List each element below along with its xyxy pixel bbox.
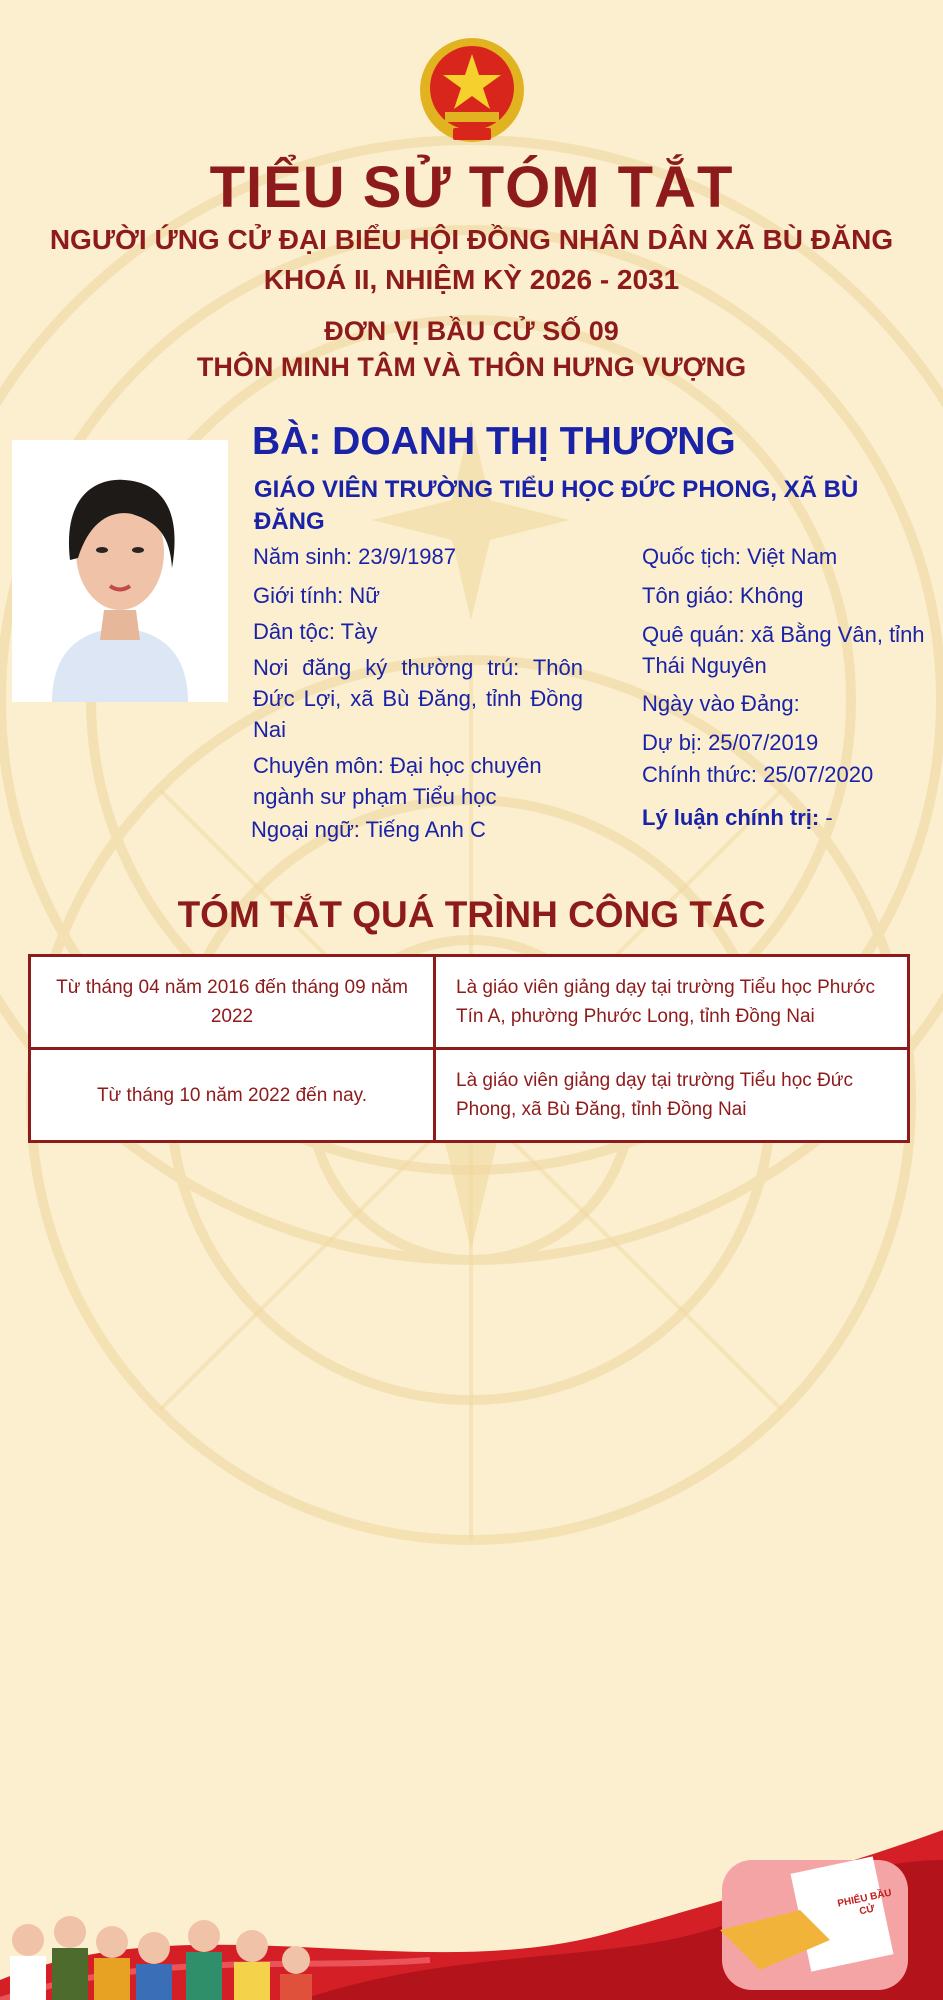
work-description: Là giáo viên giảng dạy tại trường Tiểu học Đức Phong, xã Bù Đăng, tỉnh Đồng Nai xyxy=(435,1049,909,1142)
candidate-position: GIÁO VIÊN TRƯỜNG TIỂU HỌC ĐỨC PHONG, XÃ BÙ ĐĂNG xyxy=(254,476,859,535)
specialty: Chuyên môn: Đại học chuyên ngành sư phạm Tiểu học xyxy=(253,753,542,809)
gender: Giới tính: Nữ xyxy=(253,583,380,608)
birth-date: Năm sinh: 23/9/1987 xyxy=(253,544,457,569)
work-description: Là giáo viên giảng dạy tại trường Tiểu học Phước Tín A, phường Phước Long, tỉnh Đồng Nai xyxy=(435,956,909,1049)
national-emblem-icon xyxy=(415,36,529,150)
table-row xyxy=(30,956,909,1049)
political-theory-label: Lý luận chính trị: xyxy=(642,805,820,830)
party-probation-date: Dự bị: 25/07/2019 xyxy=(642,730,819,755)
ballot-label: PHIẾU BẦU CỬ xyxy=(836,1887,893,1918)
ethnicity: Dân tộc: Tày xyxy=(253,619,378,644)
party-official-date: Chính thức: 25/07/2020 xyxy=(642,762,874,787)
work-period: Từ tháng 10 năm 2022 đến nay. xyxy=(30,1049,435,1142)
ballot-box-icon xyxy=(720,1856,908,1990)
constituency-villages: THÔN MINH TÂM VÀ THÔN HƯNG VƯỢNG xyxy=(196,352,747,382)
flag-and-voters-illustration xyxy=(0,1820,943,2000)
subtitle-council: NGƯỜI ỨNG CỬ ĐẠI BIỂU HỘI ĐỒNG NHÂN DÂN XÃ BÙ ĐĂNG xyxy=(49,224,894,255)
political-theory xyxy=(642,802,932,833)
religion: Tôn giáo: Không xyxy=(642,583,804,608)
candidate-name: BÀ: DOANH THỊ THƯƠNG xyxy=(252,420,736,463)
party-join-label: Ngày vào Đảng: xyxy=(642,691,800,716)
constituency-number: ĐƠN VỊ BẦU CỬ SỐ 09 xyxy=(324,316,619,346)
subtitle-term: KHOÁ II, NHIỆM KỲ 2026 - 2031 xyxy=(263,264,680,295)
work-period: Từ tháng 04 năm 2016 đến tháng 09 năm 2022 xyxy=(30,956,435,1049)
residence: Nơi đăng ký thường trú: Thôn Đức Lợi, xã Bù Đăng, tỉnh Đồng Nai xyxy=(253,655,583,742)
nationality: Quốc tịch: Việt Nam xyxy=(642,544,838,569)
hometown: Quê quán: xã Bằng Vân, tỉnh Thái Nguyên xyxy=(642,622,925,678)
table-row xyxy=(30,1049,909,1142)
work-history-title: TÓM TẮT QUÁ TRÌNH CÔNG TÁC xyxy=(177,894,766,935)
foreign-language: Ngoại ngữ: Tiếng Anh C xyxy=(251,817,486,842)
work-history-table xyxy=(28,954,910,1143)
political-theory-value: - xyxy=(819,805,833,830)
page-title: TIỂU SỬ TÓM TẮT xyxy=(209,155,734,220)
candidate-photo xyxy=(12,440,228,702)
